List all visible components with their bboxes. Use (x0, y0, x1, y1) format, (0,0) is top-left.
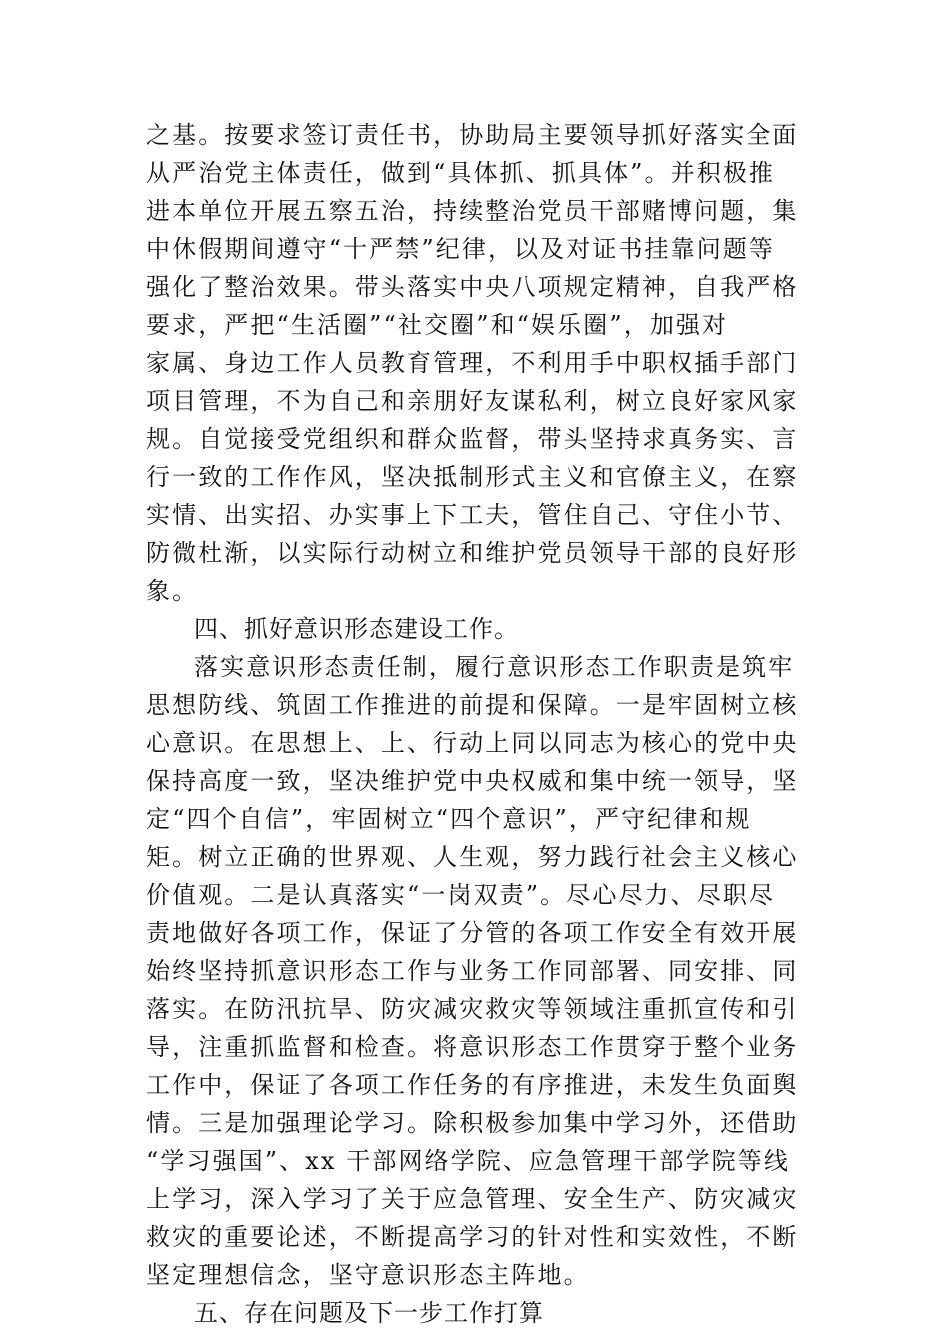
text-line: 象。 (146, 577, 199, 605)
text-line: 情。三是加强理论学习。除积极参加集中学习外，还借助 (146, 1109, 799, 1137)
text-line: 始终坚持抓意识形态工作与业务工作同部署、同安排、同 (146, 957, 799, 985)
text-line: 救灾的重要论述，不断提高学习的针对性和实效性，不断 (146, 1223, 799, 1251)
text-line: 思想防线、筑固工作推进的前提和保障。一是牢固树立核 (146, 691, 799, 719)
text-line: 矩。树立正确的世界观、人生观，努力践行社会主义核心 (146, 843, 799, 871)
document-page (146, 116, 806, 1332)
text-line: 家属、身边工作人员教育管理，不利用手中职权插手部门 (146, 349, 799, 377)
text-line: 定“四个自信”，牢固树立“四个意识”，严守纪律和规 (146, 805, 752, 833)
text-line: 落实。在防汛抗旱、防灾减灾救灾等领域注重抓宣传和引 (146, 995, 799, 1023)
text-line: 保持高度一致，坚决维护党中央权威和集中统一领导，坚 (146, 767, 799, 795)
paragraph-ideology-work (146, 648, 806, 1294)
text-line: 强化了整治效果。带头落实中央八项规定精神，自我严格 (146, 273, 799, 301)
text-line: 心意识。在思想上、上、行动上同以同志为核心的党中央 (146, 729, 799, 757)
text-line: 之基。按要求签订责任书，协助局主要领导抓好落实全面 (146, 121, 799, 149)
text-line: 工作中，保证了各项工作任务的有序推进，未发生负面舆 (146, 1071, 799, 1099)
text-line: 实情、出实招、办实事上下工夫，管住自己、守住小节、 (146, 501, 799, 529)
section-heading-5: 五、存在问题及下一步工作打算 (194, 1299, 544, 1327)
text-line: 要求，严把“生活圈”“社交圈”和“娱乐圈”，加强对 (146, 311, 729, 339)
paragraph-party-discipline (146, 116, 806, 610)
text-line: 项目管理，不为自己和亲朋好友谋私利，树立良好家风家 (146, 387, 799, 415)
text-line: 从严治党主体责任，做到“具体抓、抓具体”。并积极推 (146, 159, 776, 187)
text-line: “学习强国”、xx 干部网络学院、应急管理干部学院等线 (146, 1147, 790, 1175)
text-line: 责地做好各项工作，保证了分管的各项工作安全有效开展 (146, 919, 799, 947)
text-line: 导，注重抓监督和检查。将意识形态工作贯穿于整个业务 (146, 1033, 799, 1061)
text-line: 进本单位开展五察五治，持续整治党员干部赌博问题，集 (146, 197, 799, 225)
text-line: 价值观。二是认真落实“一岗双责”。尽心尽力、尽职尽 (146, 881, 776, 909)
text-line: 中休假期间遵守“十严禁”纪律，以及对证书挂靠问题等 (146, 235, 776, 263)
text-line: 规。自觉接受党组织和群众监督，带头坚持求真务实、言 (146, 425, 799, 453)
text-line: 坚定理想信念，坚守意识形态主阵地。 (146, 1261, 590, 1289)
section-heading-4: 四、抓好意识形态建设工作。 (194, 615, 519, 643)
text-line: 上学习，深入学习了关于应急管理、安全生产、防灾减灾 (146, 1185, 799, 1213)
text-line: 行一致的工作作风，坚决抵制形式主义和官僚主义，在察 (146, 463, 799, 491)
text-line: 落实意识形态责任制，履行意识形态工作职责是筑牢 (194, 653, 795, 681)
text-line: 防微杜渐，以实际行动树立和维护党员领导干部的良好形 (146, 539, 799, 567)
